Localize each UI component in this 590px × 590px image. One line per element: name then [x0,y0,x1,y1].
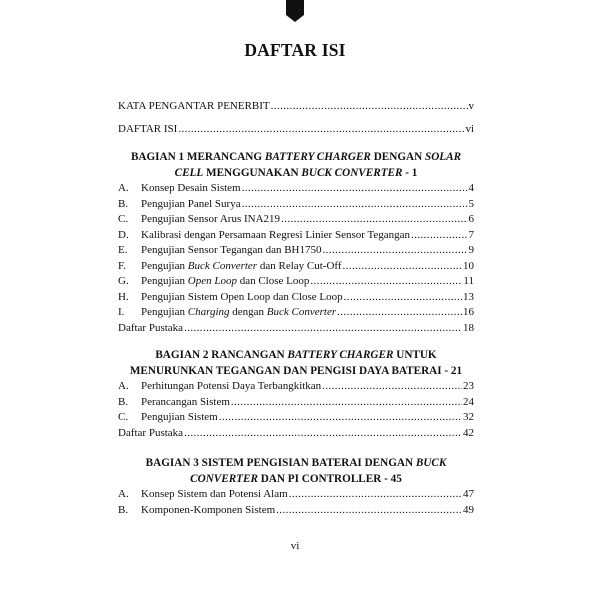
toc-page-number: 4 [468,182,474,194]
dot-leader [184,426,462,442]
toc-page-number: v [468,100,474,112]
toc-entry[interactable] [118,243,474,259]
text-run: Pengujian Sistem [141,411,218,423]
toc-entry-letter: A. [118,488,129,500]
toc-page-number: 11 [463,275,474,287]
text-run: MENURUNKAN TEGANGAN DAN PENGISI DAYA BATERAI - 21 [129,364,463,377]
text-run: Daftar Pustaka [118,426,184,439]
toc-entry-letter: B. [118,197,129,210]
toc-entry-label [141,274,309,290]
toc-entry-label [141,228,410,244]
text-run: Open Loop [187,275,237,287]
toc-entry-label [118,321,183,337]
text-run: BATTERY CHARGER [287,349,394,361]
toc-entry[interactable] [118,305,474,321]
toc-entry[interactable] [118,410,474,426]
section-1 [118,150,474,336]
toc-entry[interactable] [118,321,474,337]
toc-entry[interactable] [118,487,474,503]
toc-entry-label [141,259,342,275]
text-run: Pengujian [141,275,188,287]
section-3 [118,456,474,518]
toc-entry-label [141,181,241,197]
dot-leader [276,503,462,519]
section-2 [118,348,474,441]
text-run: Perhitungan Potensi Daya Terbangkitkan [141,380,322,392]
text-run: CELL [174,166,204,179]
text-run: BUCK [415,457,447,469]
dot-leader [178,122,464,138]
bookmark-tab-marker [286,0,304,22]
toc-page-number: 13 [463,290,474,303]
text-run: UNTUK [393,349,437,361]
text-run: SOLAR [424,151,462,163]
text-run: Pengujian [141,259,188,272]
toc-entry-label: DAFTAR ISI [118,123,178,135]
text-run: CONVERTER [190,472,258,485]
toc-entry-label [141,212,280,228]
toc-entry-label [141,290,343,306]
toc-entry[interactable] [118,290,474,306]
dot-leader [219,410,462,426]
toc-entry[interactable] [118,181,474,197]
dot-leader [242,197,468,213]
dot-leader [271,99,468,115]
text-run: Konsep Sistem dan Potensi Alam [141,488,288,500]
text-run: dan Close Loop [236,275,310,287]
toc-entry[interactable] [118,212,474,228]
toc-entry-label [141,487,288,503]
text-run: Buck Converter [266,306,337,318]
front-matter-row[interactable] [118,122,474,138]
text-run: Buck Converter [187,259,258,272]
toc-page-number: 42 [463,426,474,439]
toc-entry-letter: B. [118,395,129,408]
text-run: Perancangan Sistem [141,395,230,408]
dot-leader [344,290,462,306]
text-run: Komponen-Komponen Sistem [141,503,276,516]
toc-entry-letter: B. [118,503,129,516]
dot-leader [231,395,462,411]
toc-entry-label [141,243,322,259]
toc-entry[interactable] [118,426,474,442]
text-run: Konsep Desain Sistem [141,182,241,194]
text-run: Kalibrasi dengan Persamaan Regresi Linier Sensor Tegangan [141,228,411,241]
text-run: Pengujian Panel Surya [141,197,241,210]
toc-entry-label [141,395,230,411]
toc-entry-letter: A. [118,182,129,194]
dot-leader [337,305,462,321]
toc-entry-label [141,410,218,426]
text-run: Pengujian [141,306,188,318]
text-run: BAGIAN 2 RANCANGAN [155,349,288,361]
dot-leader [323,243,468,259]
text-run: dengan [229,306,267,318]
toc-page-number: 32 [463,411,474,423]
text-run: - 1 [402,166,418,179]
toc-page-number: 10 [463,259,474,272]
section-heading [118,472,474,488]
toc-entry-letter: C. [118,213,129,225]
toc-page-number: 7 [468,228,474,241]
toc-entry[interactable] [118,503,474,519]
toc-entry-label [141,503,275,519]
toc-entry[interactable] [118,197,474,213]
dot-leader [289,487,462,503]
text-run: Daftar Pustaka [118,321,184,334]
text-run: Pengujian Sistem Open Loop dan Close Loop [141,290,343,303]
toc-entry[interactable] [118,259,474,275]
page-number: vi [290,540,300,552]
toc-entry-label [141,305,336,321]
toc-entry[interactable] [118,228,474,244]
toc-entry-letter: G. [118,275,129,287]
section-heading [118,348,474,364]
toc-entry-letter: D. [118,228,129,241]
dot-leader [242,181,468,197]
toc-entry-letter: F. [118,259,126,272]
text-run: Pengujian Sensor Tegangan dan BH1750 [141,244,322,256]
dot-leader [184,321,462,337]
section-heading [118,364,474,380]
text-run: Charging [187,306,230,318]
section-heading [118,166,474,182]
text-run: BAGIAN 1 MERANCANG [130,151,265,163]
text-run: Pengujian Sensor Arus INA219 [141,213,281,225]
toc-entry-letter: H. [118,290,129,303]
dot-leader [343,259,462,275]
toc-entry[interactable] [118,379,474,395]
text-run: BAGIAN 3 SISTEM PENGISIAN BATERAI DENGAN [145,457,416,469]
text-run: DAN PI CONTROLLER - 45 [257,472,402,485]
toc-page-number: 9 [468,244,474,256]
text-run: dan Relay Cut-Off [257,259,342,272]
toc-entry[interactable] [118,274,474,290]
page-title: DAFTAR ISI [244,40,346,60]
toc-page-number: 16 [463,306,474,318]
toc-page-number: 47 [463,488,474,500]
text-run: BUCK CONVERTER [301,166,403,179]
toc-page-number: vi [465,123,474,135]
toc-entry-letter: A. [118,380,129,392]
text-run: MENGGUNAKAN [203,166,302,179]
toc-page-number: 6 [468,213,474,225]
dot-leader [322,379,462,395]
toc-entry-letter: C. [118,411,129,423]
toc-page-number: 49 [463,503,474,516]
dot-leader [310,274,462,290]
text-run: DENGAN [370,151,425,163]
toc-entry-letter: E. [118,244,128,256]
toc-page-number: 24 [463,395,474,408]
toc-page-number: 5 [468,197,474,210]
toc-entry-letter: I. [118,306,125,318]
front-matter-row[interactable] [118,99,474,115]
text-run: BATTERY CHARGER [264,151,371,163]
toc-page-number: 18 [463,321,474,334]
toc-entry-label [118,426,183,442]
section-heading [118,150,474,166]
toc-entry-label [141,197,241,213]
dot-leader [411,228,467,244]
toc-entry-label [141,379,321,395]
toc-entry[interactable] [118,395,474,411]
section-heading [118,456,474,472]
toc-entry-label: KATA PENGANTAR PENERBIT [118,100,270,112]
dot-leader [281,212,467,228]
toc-page-number: 23 [463,380,474,392]
